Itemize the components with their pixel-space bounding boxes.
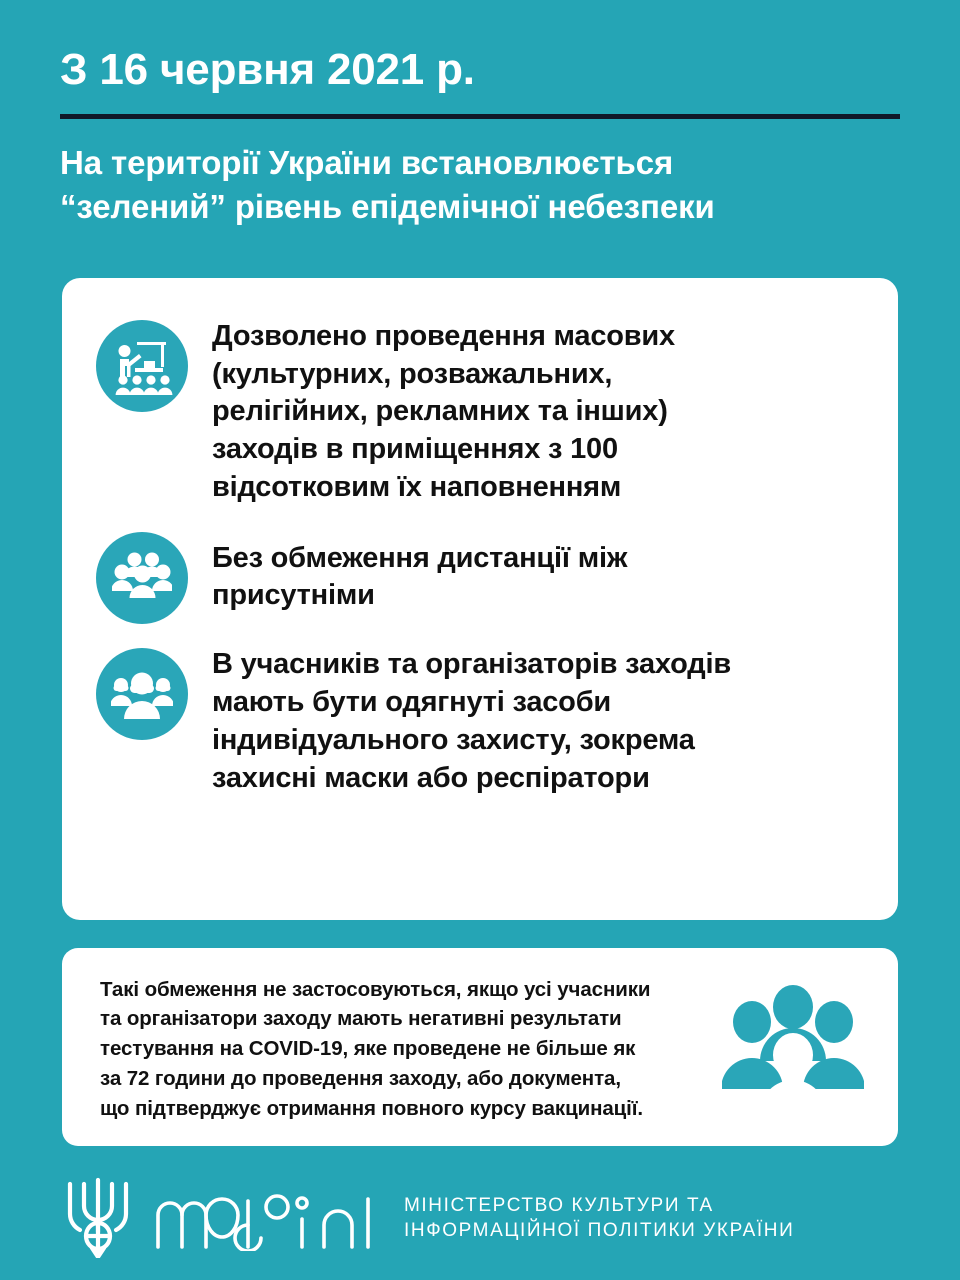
exemption-note-text	[100, 975, 702, 1124]
rule-text-line: присутніми	[212, 579, 375, 612]
rule-text	[212, 644, 731, 797]
header-subtitle-line: На території України встановлюється	[60, 144, 674, 182]
note-line: тестування на COVID-19, яке проведене не більше як	[100, 1037, 636, 1061]
footer	[62, 1172, 898, 1264]
rule-item	[96, 316, 864, 506]
rule-text-line: відсотковим їх наповненням	[212, 470, 622, 503]
rule-text-line: індивідуального захисту, зокрема	[212, 723, 695, 756]
rule-item	[96, 528, 864, 624]
note-line: за 72 години до проведення заходу, або документа,	[100, 1066, 621, 1090]
rules-card	[62, 278, 898, 920]
note-line: та організатори заходу мають негативні результати	[100, 1007, 622, 1031]
mkip-wordmark	[152, 1181, 382, 1256]
rule-text-line: Без обмеження дистанції між	[212, 541, 628, 574]
header-date: З 16 червня 2021 р.	[60, 45, 475, 94]
rule-text	[212, 538, 627, 615]
masked-people-icon	[96, 648, 188, 740]
exemption-note-card	[62, 948, 898, 1146]
rule-text-line: заходів в приміщеннях з 100	[212, 433, 618, 466]
rule-text-line: захисні маски або респіратори	[212, 761, 650, 794]
header	[0, 0, 960, 228]
rule-text	[212, 316, 675, 506]
rule-item	[96, 644, 864, 797]
rule-text-line: Дозволено проведення масових	[212, 320, 675, 352]
rule-text-line: мають бути одягнуті засоби	[212, 686, 612, 719]
ministry-name	[400, 1193, 794, 1243]
note-line: що підтверджує отримання повного курсу вакцинації.	[100, 1096, 644, 1120]
people-group-icon	[96, 532, 188, 624]
ukraine-tryzub-icon	[62, 1174, 134, 1263]
ministry-name-line: ІНФОРМАЦІЙНОЇ ПОЛІТИКИ УКРАЇНИ	[404, 1220, 795, 1241]
rule-text-line: (культурних, розважальних,	[212, 357, 613, 390]
header-subtitle	[60, 141, 900, 228]
lecture-presenter-icon	[96, 320, 188, 412]
ministry-name-line: МІНІСТЕРСТВО КУЛЬТУРИ ТА	[404, 1194, 714, 1216]
header-divider	[60, 114, 900, 119]
rule-text-line: релігійних, рекламних та інших)	[212, 395, 668, 428]
note-line: Такі обмеження не застосовуються, якщо усі учасники	[100, 977, 651, 1001]
rule-text-line: В учасників та організаторів заходів	[212, 648, 731, 681]
crowd-silhouette-icon	[718, 985, 868, 1113]
header-subtitle-line: “зелений” рівень епідемічної небезпеки	[60, 187, 715, 225]
